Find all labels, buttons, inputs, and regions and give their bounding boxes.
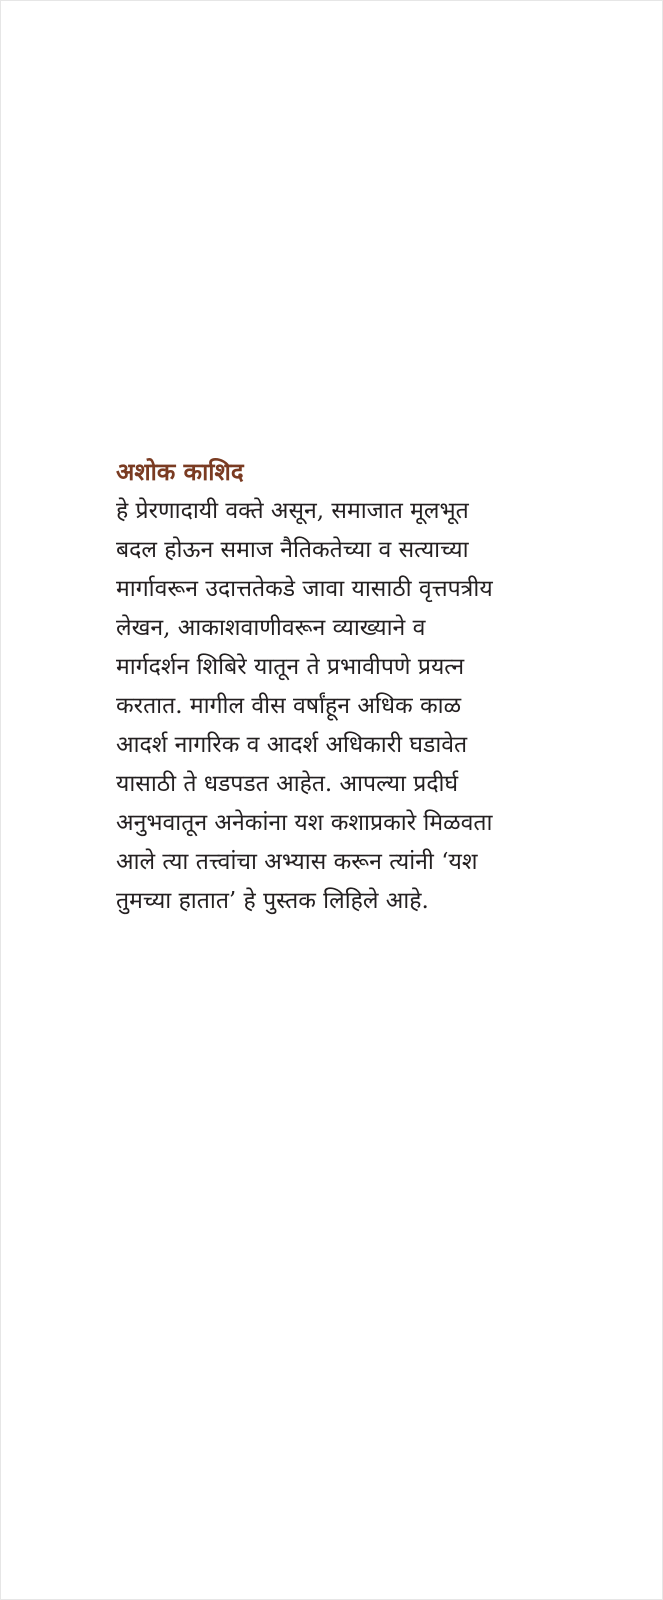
bio-line: मार्गावरून उदात्ततेकडे जावा यासाठी वृत्तपत्रीय bbox=[116, 576, 493, 602]
bio-line: मार्गदर्शन शिबिरे यातून ते प्रभावीपणे प्रयत्न bbox=[116, 654, 465, 680]
bio-line: लेखन, आकाशवाणीवरून व्याख्याने व bbox=[116, 615, 426, 641]
bio-line: हे प्रेरणादायी वक्ते असून, समाजात मूलभूत bbox=[116, 498, 469, 524]
author-bio bbox=[116, 453, 586, 921]
bio-line: करतात. मागील वीस वर्षांहून अधिक काळ bbox=[116, 693, 462, 719]
author-name: अशोक काशिद bbox=[116, 457, 244, 486]
bio-line: बदल होऊन समाज नैतिकतेच्या व सत्याच्या bbox=[116, 537, 469, 563]
bio-line: अनुभवातून अनेकांना यश कशाप्रकारे मिळवता bbox=[116, 810, 493, 836]
bio-line: आदर्श नागरिक व आदर्श अधिकारी घडावेत bbox=[116, 732, 468, 758]
bio-line: तुमच्या हातात’ हे पुस्तक लिहिले आहे. bbox=[116, 888, 429, 914]
bio-line: आले त्या तत्त्वांचा अभ्यास करून त्यांनी ‘यश bbox=[116, 849, 478, 875]
bio-line: यासाठी ते धडपडत आहेत. आपल्या प्रदीर्घ bbox=[116, 771, 459, 797]
